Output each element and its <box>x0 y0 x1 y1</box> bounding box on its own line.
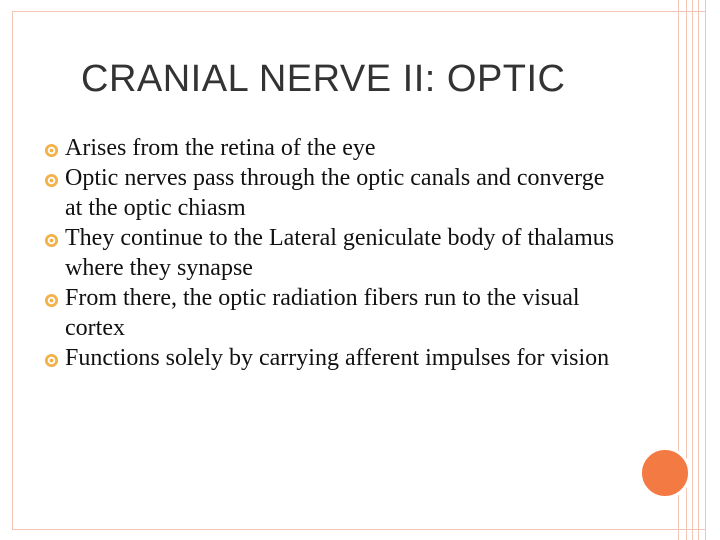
bullet-item <box>44 283 624 343</box>
bullet-text: From there, the optic radiation fibers run to the visual cortex <box>65 285 580 341</box>
bullet-icon <box>44 353 59 368</box>
bullet-text: Arises from the retina of the eye <box>65 135 376 161</box>
bullet-item <box>44 223 624 283</box>
bullet-text: They continue to the Lateral geniculate body of thalamus where they synapse <box>65 225 615 281</box>
bullet-icon <box>44 233 59 248</box>
bullet-text: Optic nerves pass through the optic canals and converge at the optic chiasm <box>65 165 605 221</box>
bullet-icon <box>44 293 59 308</box>
bullet-item <box>44 133 624 163</box>
stripe-line <box>692 0 693 540</box>
bullet-item <box>44 343 624 373</box>
slide-title: CRANIAL NERVE II: OPTIC <box>81 58 566 100</box>
stripe-line <box>698 0 699 540</box>
bullet-text: Functions solely by carrying afferent impulses for vision <box>65 345 610 371</box>
bullet-icon <box>44 143 59 158</box>
decorative-circle <box>639 447 691 499</box>
bullet-list <box>44 133 624 373</box>
bullet-item <box>44 163 624 223</box>
bullet-icon <box>44 173 59 188</box>
